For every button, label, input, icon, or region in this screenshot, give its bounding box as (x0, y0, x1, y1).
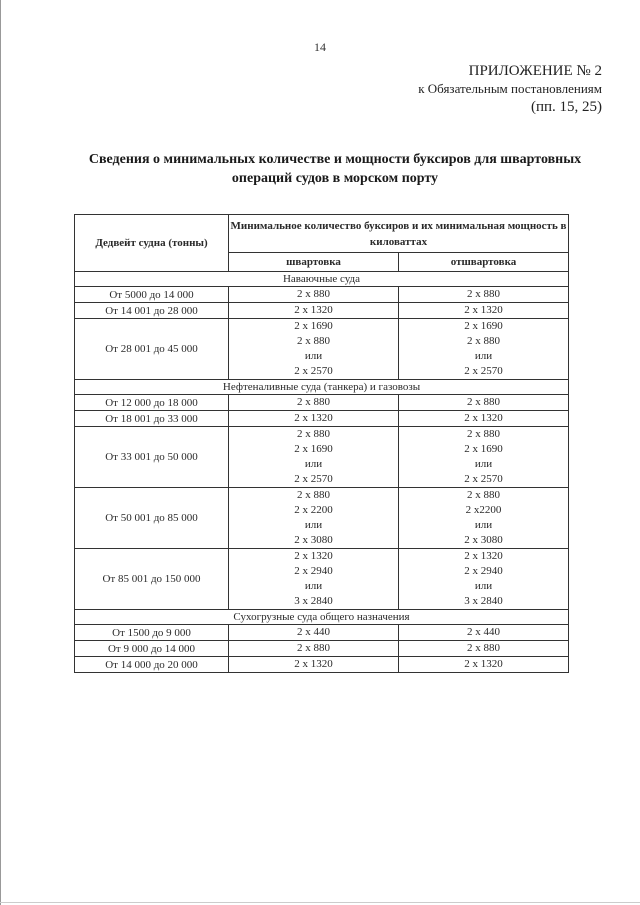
tug-spec: 2 х 1690 (464, 320, 503, 332)
tug-spec: 2 х 2940 (294, 565, 333, 577)
mooring-cell (229, 641, 399, 657)
section-title: Сухогрузные суда общего назначения (75, 610, 569, 625)
unmooring-cell (399, 488, 569, 549)
tug-spec: 2 х 1320 (464, 304, 503, 316)
tug-spec: 2 х 1320 (294, 550, 333, 562)
mooring-cell (229, 319, 399, 380)
unmooring-cell (399, 657, 569, 673)
deadweight-cell: От 5000 до 14 000 (75, 287, 229, 303)
deadweight-cell: От 14 001 до 28 000 (75, 303, 229, 319)
page-number: 14 (314, 40, 326, 54)
header-deadweight: Дедвейт судна (тонны) (75, 215, 229, 272)
unmooring-cell (399, 411, 569, 427)
document-title (60, 150, 610, 188)
tug-spec: 2 х2200 (465, 504, 502, 516)
mooring-cell (229, 625, 399, 641)
tug-spec: 2 х 1320 (464, 658, 503, 670)
unmooring-cell (399, 303, 569, 319)
title-line-1: Сведения о минимальных количестве и мощности буксиров для швартовных (88, 152, 582, 167)
tug-spec: 2 х 880 (467, 335, 500, 347)
tug-spec: или (474, 350, 493, 362)
section-row (75, 380, 569, 395)
deadweight-cell: От 85 001 до 150 000 (75, 549, 229, 610)
section-row (75, 610, 569, 625)
tug-spec: 2 х 880 (467, 288, 500, 300)
header-tug-group: Минимальное количество буксиров и их минимальная мощность в киловаттах (229, 215, 569, 253)
unmooring-cell (399, 427, 569, 488)
deadweight-cell: От 18 001 до 33 000 (75, 411, 229, 427)
tug-spec: 2 х 880 (297, 428, 330, 440)
tug-spec: или (474, 519, 493, 531)
tug-spec: 2 х 440 (297, 626, 330, 638)
appendix-subtitle: к Обязательным постановлениям (418, 81, 602, 96)
mooring-cell (229, 303, 399, 319)
deadweight-cell: От 33 001 до 50 000 (75, 427, 229, 488)
tug-spec: 2 х 880 (467, 396, 500, 408)
tug-spec: 2 х 1320 (294, 304, 333, 316)
table-row (75, 395, 569, 411)
table-row (75, 303, 569, 319)
table-row (75, 287, 569, 303)
tug-spec: или (304, 458, 323, 470)
unmooring-cell (399, 287, 569, 303)
mooring-cell (229, 549, 399, 610)
table-row (75, 427, 569, 488)
tug-spec: 2 х 880 (297, 288, 330, 300)
tug-spec: 3 х 2840 (294, 595, 333, 607)
tug-spec: 2 х 880 (467, 489, 500, 501)
deadweight-cell: От 1500 до 9 000 (75, 625, 229, 641)
mooring-cell (229, 411, 399, 427)
scan-edge-left (0, 0, 1, 905)
tug-spec: 2 х 1320 (294, 412, 333, 424)
tug-spec: 2 х 1690 (464, 443, 503, 455)
unmooring-cell (399, 641, 569, 657)
appendix-block (418, 62, 602, 116)
tug-spec: 2 х 1690 (294, 443, 333, 455)
tug-spec: 2 х 880 (297, 335, 330, 347)
table-row (75, 657, 569, 673)
table-row (75, 625, 569, 641)
mooring-cell (229, 395, 399, 411)
tug-spec: 2 х 1320 (294, 658, 333, 670)
appendix-title: ПРИЛОЖЕНИЕ № 2 (468, 63, 602, 79)
table-row (75, 549, 569, 610)
tug-spec: 2 х 1320 (464, 550, 503, 562)
tug-spec: 3 х 2840 (464, 595, 503, 607)
tug-spec: 2 х 1690 (294, 320, 333, 332)
scan-edge-bottom (0, 902, 640, 903)
tug-spec: 2 х 3080 (294, 534, 333, 546)
table-row (75, 641, 569, 657)
tug-spec: 2 х 880 (297, 396, 330, 408)
tug-spec: или (304, 519, 323, 531)
tug-spec: 2 х 2940 (464, 565, 503, 577)
mooring-cell (229, 657, 399, 673)
deadweight-cell: От 9 000 до 14 000 (75, 641, 229, 657)
tug-spec: 2 х 1320 (464, 412, 503, 424)
section-row (75, 272, 569, 287)
tug-spec: или (304, 580, 323, 592)
unmooring-cell (399, 319, 569, 380)
mooring-cell (229, 488, 399, 549)
header-mooring: швартовка (229, 253, 399, 272)
section-title: Нефтеналивные суда (танкера) и газовозы (75, 380, 569, 395)
tug-spec: 2 х 2570 (294, 365, 333, 377)
tug-spec: или (304, 350, 323, 362)
tug-spec: или (474, 458, 493, 470)
appendix-ref: (пп. 15, 25) (530, 99, 602, 115)
tug-spec: 2 х 3080 (464, 534, 503, 546)
section-title: Наваючные суда (75, 272, 569, 287)
table-row (75, 411, 569, 427)
table-row (75, 488, 569, 549)
mooring-cell (229, 427, 399, 488)
title-line-2: операций судов в морском порту (231, 171, 439, 186)
deadweight-cell: От 12 000 до 18 000 (75, 395, 229, 411)
unmooring-cell (399, 625, 569, 641)
deadweight-cell: От 14 000 до 20 000 (75, 657, 229, 673)
tug-spec: 2 х 880 (297, 489, 330, 501)
tug-spec: 2 х 2570 (294, 473, 333, 485)
tug-spec: 2 х 880 (467, 428, 500, 440)
deadweight-cell: От 50 001 до 85 000 (75, 488, 229, 549)
tug-spec: 2 х 880 (297, 642, 330, 654)
tug-spec: или (474, 580, 493, 592)
unmooring-cell (399, 395, 569, 411)
header-unmooring: отшвартовка (399, 253, 569, 272)
tug-spec: 2 х 440 (467, 626, 500, 638)
tug-spec: 2 х 2200 (294, 504, 333, 516)
mooring-cell (229, 287, 399, 303)
table-body (75, 272, 569, 673)
unmooring-cell (399, 549, 569, 610)
tug-spec: 2 х 880 (467, 642, 500, 654)
table-row (75, 319, 569, 380)
tug-spec: 2 х 2570 (464, 473, 503, 485)
tug-spec: 2 х 2570 (464, 365, 503, 377)
deadweight-cell: От 28 001 до 45 000 (75, 319, 229, 380)
tug-requirements-table (74, 214, 569, 673)
